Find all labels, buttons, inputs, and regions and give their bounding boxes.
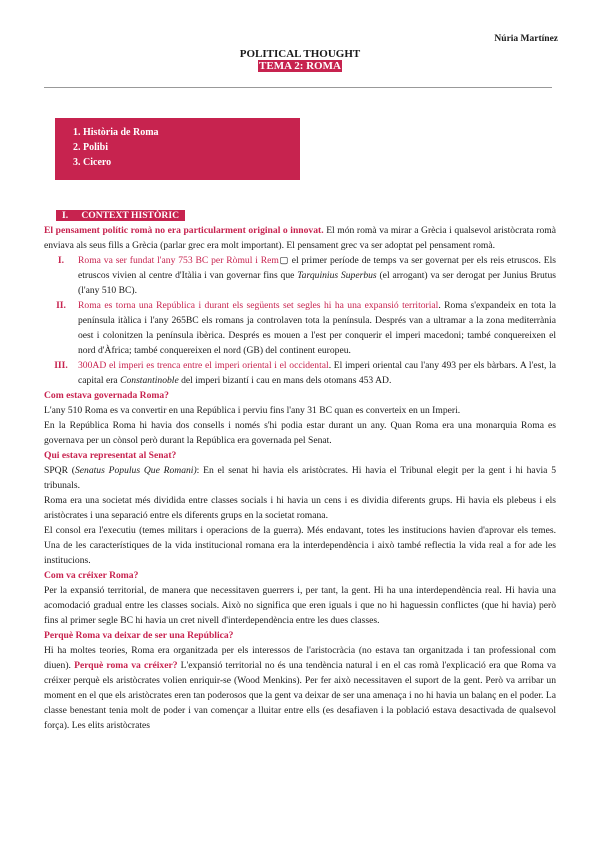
inline-question: Perquè roma va créixer? [74,660,178,671]
paragraph: Hi ha moltes teories, Roma era organitzada per els interessos de l'aristocràcia (no estava tan organitzada i tan professional com diuen). Perquè roma va créixer? L'expansió territorial no és una tendència natural i en el cas romà l'explicació era que Roma va créixer perquè els aristòcrates volien enriquir-se (Wood Menkins). Per fer això necessitaven el suport de la gent. Però va arribar un moment en el que els aristòcrates eren tan poderosos que la gent va deixar de ser una amenaça i no hi havia un balanç en el poder. La classe benestant tenia molt de poder i van començar a lluitar entre ells (es desafiaven i la població estava desactivada de qualsevol força). Les elits aristòcrates [44,645,556,731]
toc-item: 1. Història de Roma [83,125,300,140]
period-number: III. [54,360,68,371]
period-text: Roma va ser fundat l'any 753 BC per Ròmul i Rem▢ el primer període de temps va ser governat per els reis etruscos. Els etruscos vivien al centre d'Itàlia i van governar fins que Tarquinius Superbus (el arrogant) va ser derogat per Junius Brutus (l'any 510 BC). [78,255,556,296]
paragraph: Per la expansió territorial, de manera que necessitaven guerrers i, per tant, la gent. Hi ha una interdependència real. Hi havia una acomodació gradual entre les classes socials. Això no significa que eren iguals i que no hi haguessin conflictes (que hi havia) però fins al primer segle BC hi havia un cret nivell d'interdependència entre les dues classes. [44,585,556,626]
section-heading-highlight: I. CONTEXT HISTÒRIC [56,210,185,221]
toc-item: 3. Cicero [83,155,300,170]
period-item [44,358,556,388]
period-number: II. [56,300,66,311]
header-divider [44,87,552,88]
period-number: I. [57,255,65,266]
missing-glyph: ▢ [278,255,289,266]
period-text: 300AD el imperi es trenca entre el imperi oriental i el occidental. El imperi oriental cau l'any 493 per els bàrbars. A l'est, la capital era Constantinoble del imperi bizantí i cau en mans dels otomans 453 AD. [78,360,556,386]
question-heading: Perquè Roma va deixar de ser una República? [44,630,234,641]
paragraph: Roma era una societat més dividida entre classes socials i hi havia un cens i es dividia diferents grups. Hi havia els plebeus i els aristòcrates i una separació entre els diferents grups en la societat romana. [44,495,556,521]
intro-paragraph: El pensament polític romà no era particularment original o innovat. El món romà va mirar a Grècia i qualsevol aristòcrata romà enviava als seus fills a Grècia (parlar grec era molt important). El pensament grec va ser adoptat pel pensament romà. [44,225,556,251]
period-text: Roma es torna una República i durant els següents set segles hi ha una expansió territorial. Roma s'expandeix en tota la península itàlica i l'any 265BC els romans ja controlaven tota la península. Després van a ultramar a la zona mediterrània oest i colonitzen la península ibèrica. Després es mouen a l'est per conquerir el imperi macedoni; també conquereixen el nord d'Àfrica; també conquereixen el nord (GB) del continent europeu. [78,300,557,356]
question-heading: Com va créixer Roma? [44,570,139,581]
question-heading: Com estava governada Roma? [44,390,169,401]
paragraph: El consol era l'executiu (temes militars i operacions de la guerra). Més endavant, totes les institucions havien d'aprovar els temes. Una de les característiques de la vida institucional romana era la interdependència i això també reflectia la vida real a for ade les institucions. [44,525,556,566]
question-heading: Qui estava representat al Senat? [44,450,177,461]
intro-lead: El pensament polític romà no era particularment original o innovat. [44,225,324,236]
toc-item: 2. Polibi [83,140,300,155]
paragraph: SPQR (Senatus Populus Que Romani): En el senat hi havia els aristòcrates. Hi havia el Tribunal elegit per la gent i hi havia 5 tribunals. [44,465,556,491]
period-item [44,253,556,298]
paragraph: L'any 510 Roma es va convertir en una República i perviu fins l'any 31 BC quan es converteix en un Imperi. [44,405,461,416]
section-heading [56,208,556,223]
document-body [44,208,556,733]
period-item [44,298,556,358]
table-of-contents [55,118,300,180]
author-name: Núria Martínez [494,34,558,44]
document-subtitle [0,60,600,72]
document-title: POLITICAL THOUGHT [239,48,361,60]
subtitle-highlight: TEMA 2: ROMA [259,60,341,72]
paragraph: En la República Roma hi havia dos consells i només s'hi podia estar durant un any. Quan Roma era una monarquia Roma es governava per un cònsol però durant la República era governada pel Senat. [44,420,556,446]
